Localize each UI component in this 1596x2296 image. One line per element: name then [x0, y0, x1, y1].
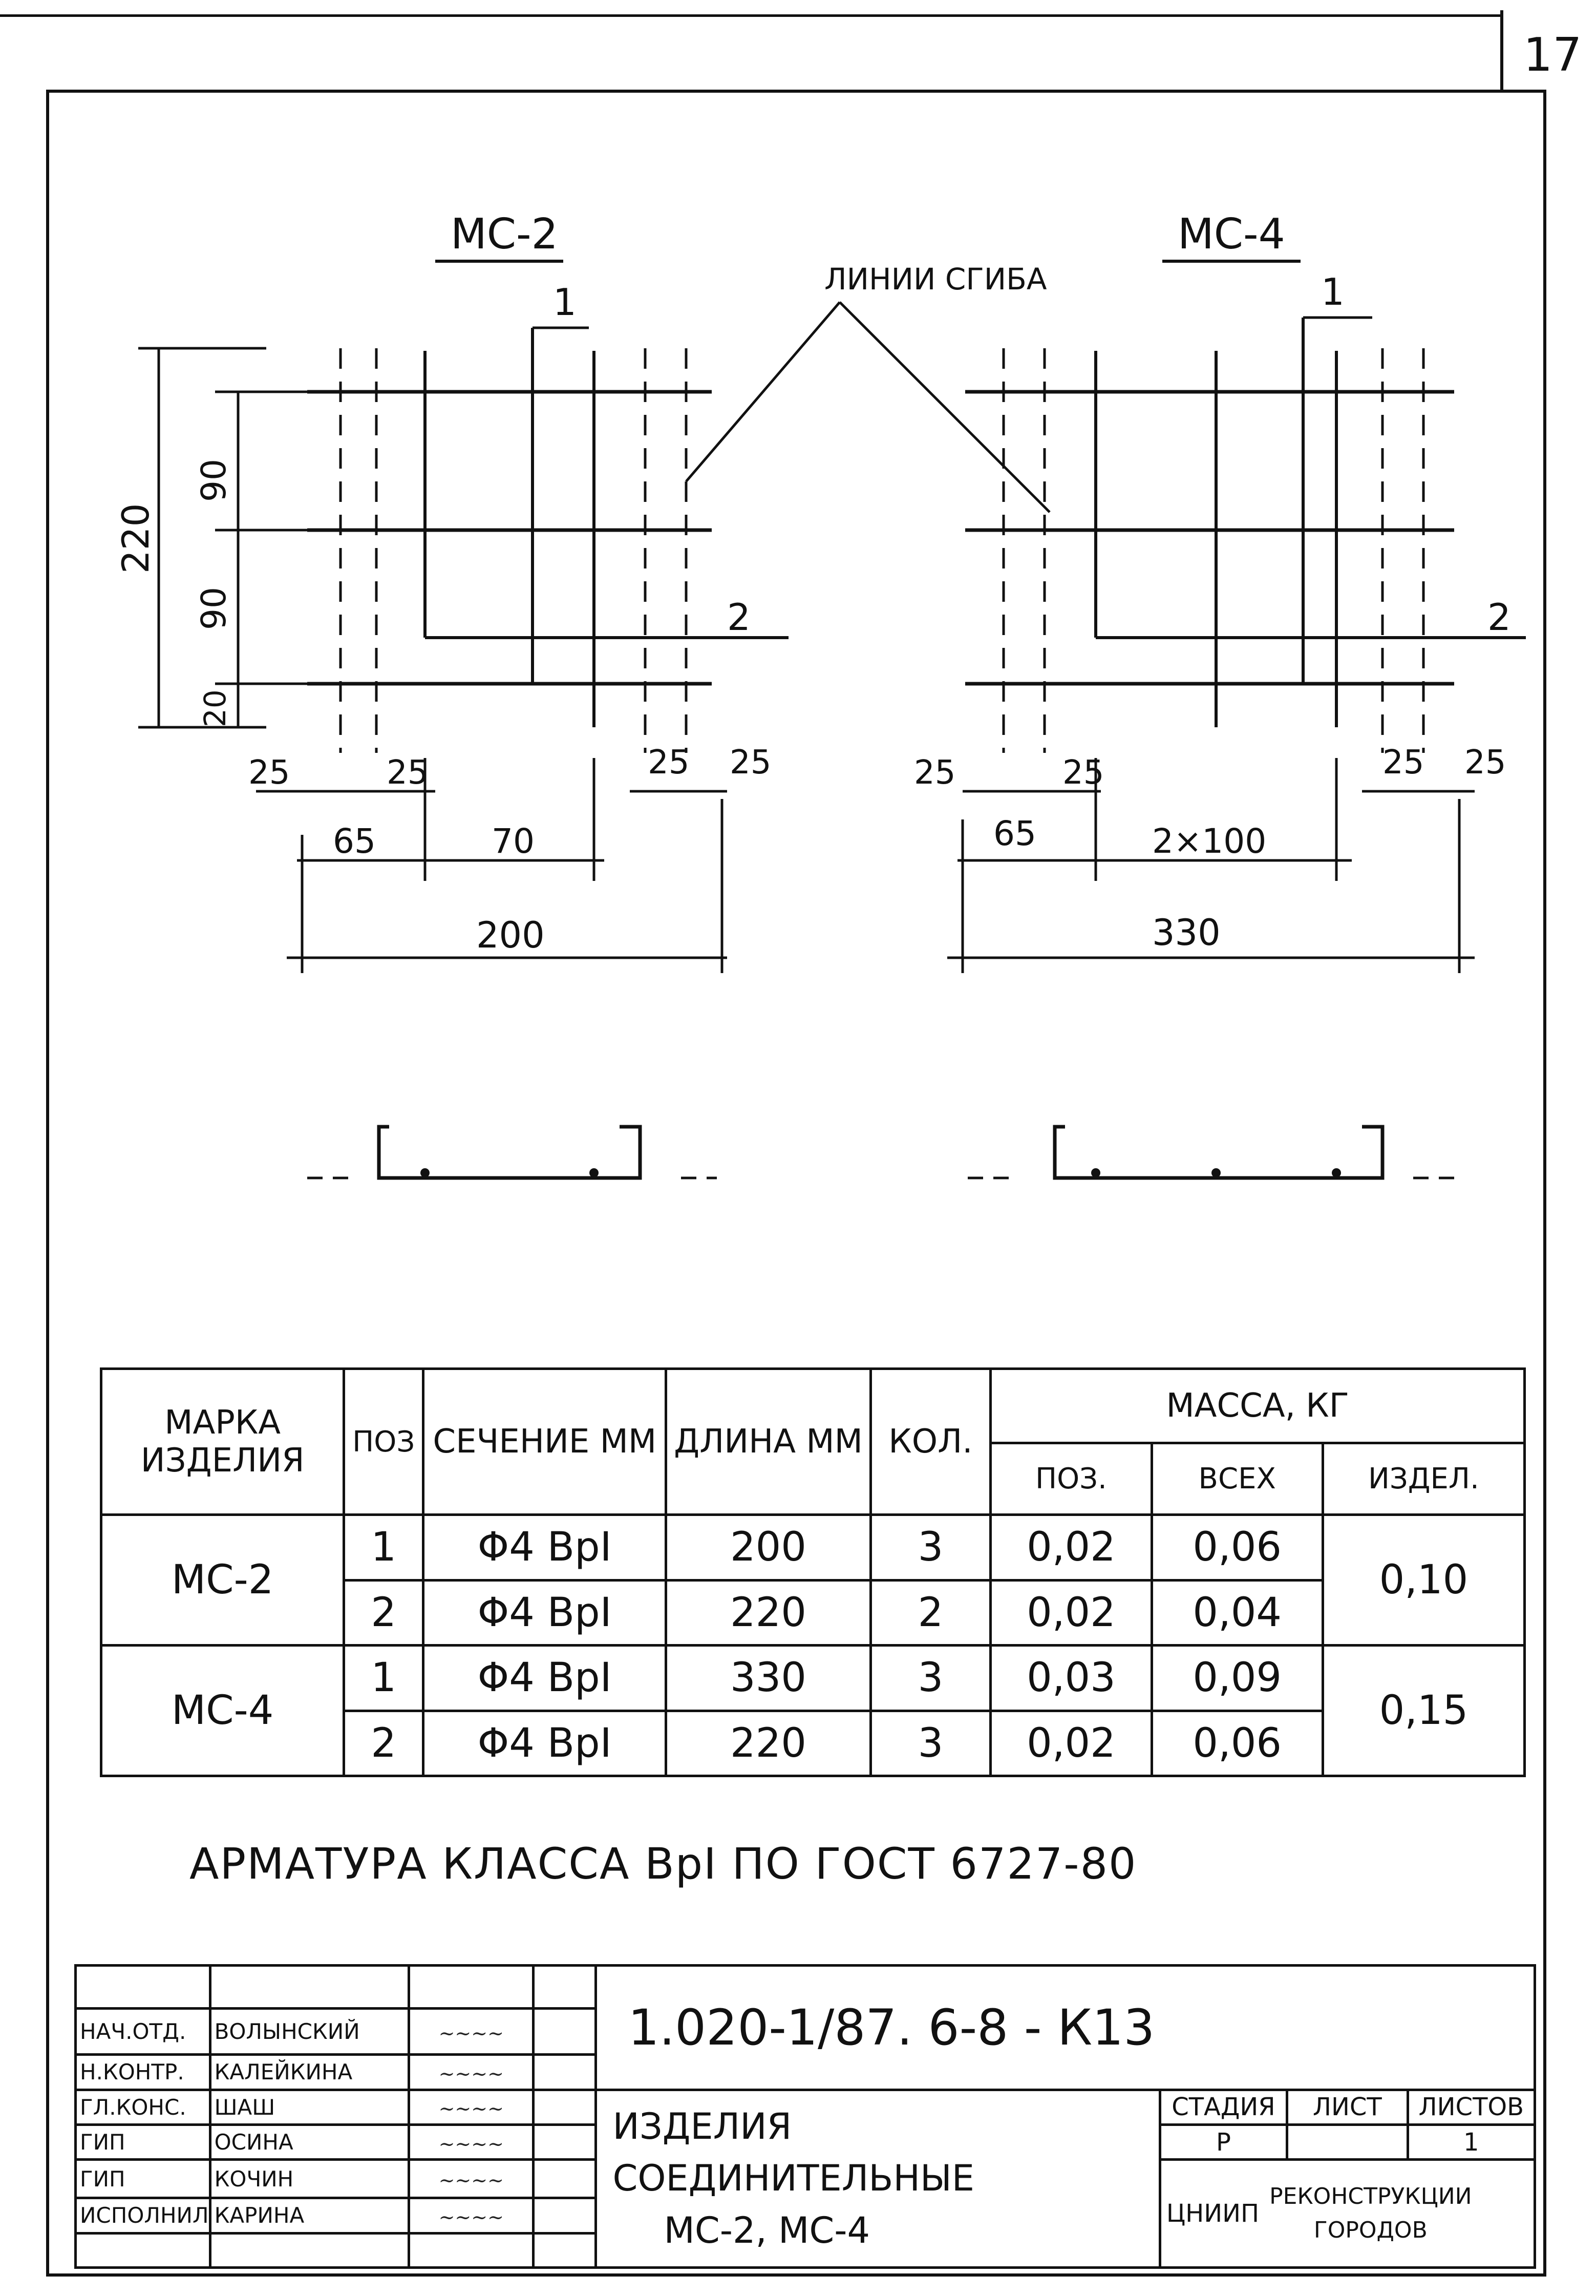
section-cell: Φ4 ВрI	[423, 1646, 666, 1711]
mass-all-cell: 0,04	[1152, 1580, 1323, 1646]
stage-value: Р	[1160, 2124, 1287, 2159]
mc2-pos2-label: 2	[727, 596, 751, 639]
staff-role: ГЛ.КОНС.	[76, 2090, 210, 2124]
header-qty: КОЛ.	[870, 1369, 991, 1515]
staff-role: НАЧ.ОТД.	[76, 2009, 210, 2055]
header-mark: МАРКА ИЗДЕЛИЯ	[101, 1369, 344, 1515]
header-pos: ПОЗ	[344, 1369, 423, 1515]
section-cell: Φ4 ВрI	[423, 1515, 666, 1581]
header-section: СЕЧЕНИЕ ММ	[423, 1369, 666, 1515]
item-mass-cell: 0,15	[1323, 1646, 1524, 1776]
mc2-dim-25-a: 25	[248, 754, 290, 792]
mc2-dim-vert-20: 20	[198, 689, 232, 727]
org-line1: РЕКОНСТРУКЦИИ	[1269, 2183, 1472, 2210]
pos-cell: 2	[344, 1580, 423, 1646]
signature	[409, 2055, 534, 2090]
mass-all-cell: 0,06	[1152, 1515, 1323, 1581]
mc2-dim-25-b: 25	[387, 754, 429, 792]
header-mass: МАССА, КГ	[991, 1369, 1525, 1443]
mc2-dim-25-c: 25	[648, 744, 690, 782]
document-name	[596, 2090, 1160, 2268]
qty-cell: 3	[870, 1646, 991, 1711]
staff-name: ВОЛЫНСКИЙ	[210, 2009, 409, 2055]
mass-all-cell: 0,06	[1152, 1711, 1323, 1776]
stage-header: СТАДИЯ	[1160, 2090, 1287, 2124]
signature	[409, 2198, 534, 2233]
mc4-dim-65: 65	[993, 814, 1036, 853]
document-name-line1: ИЗДЕЛИЯ СОЕДИНИТЕЛЬНЫЕ	[612, 2105, 974, 2199]
mc4-pos1-label: 1	[1321, 270, 1345, 313]
mass-pos-cell: 0,02	[991, 1515, 1152, 1581]
qty-cell: 2	[870, 1580, 991, 1646]
length-cell: 220	[666, 1711, 870, 1776]
mc4-dim-total: 330	[1152, 912, 1221, 954]
staff-role: ГИП	[76, 2160, 210, 2198]
section-bar-dots	[420, 1168, 1341, 1177]
pos-cell: 1	[344, 1515, 423, 1581]
title-block	[74, 1964, 1536, 2269]
pos-cell: 2	[344, 1711, 423, 1776]
length-cell: 200	[666, 1515, 870, 1581]
mc2-title: МС-2	[451, 210, 558, 259]
signature-mark: ~~~~	[438, 2132, 504, 2155]
org-line2: ГОРОДОВ	[1313, 2217, 1428, 2244]
mc2-bend-lines	[341, 348, 686, 753]
spec-table	[100, 1367, 1526, 1777]
mass-pos-cell: 0,02	[991, 1711, 1152, 1776]
header-mass-item: ИЗДЕЛ.	[1323, 1443, 1524, 1515]
mc2-section-profile	[379, 1127, 640, 1178]
mc4-pos2-label: 2	[1487, 596, 1511, 639]
header-mass-all: ВСЕХ	[1152, 1443, 1323, 1515]
sheet-header: ЛИСТ	[1287, 2090, 1408, 2124]
pos-cell: 1	[344, 1646, 423, 1711]
mc2-dim-70: 70	[492, 821, 535, 861]
section-cell: Φ4 ВрI	[423, 1711, 666, 1776]
mc2-dim-vert-90-top: 90	[194, 459, 233, 502]
staff-name: КАЛЕЙКИНА	[210, 2055, 409, 2090]
org-full	[1259, 2180, 1472, 2247]
mc4-dim-25-b: 25	[1062, 754, 1104, 792]
staff-name: КОЧИН	[210, 2160, 409, 2198]
staff-name: КАРИНА	[210, 2198, 409, 2233]
item-mass-cell: 0,10	[1323, 1515, 1524, 1646]
qty-cell: 3	[870, 1711, 991, 1776]
mc2-dim-vert-90-bottom: 90	[194, 587, 233, 630]
document-name-line2: МС-2, МС-4	[664, 2209, 870, 2251]
signature-mark: ~~~~	[438, 2205, 504, 2228]
mass-all-cell: 0,09	[1152, 1646, 1323, 1711]
org-abbr: ЦНИИП	[1166, 2199, 1260, 2228]
signature-mark: ~~~~	[438, 2062, 504, 2085]
staff-role: Н.КОНТР.	[76, 2055, 210, 2090]
reinforcement-note: АРМАТУРА КЛАССА ВрI ПО ГОСТ 6727-80	[189, 1839, 1137, 1889]
organization-inner	[1166, 2180, 1472, 2247]
bend-lines-label: ЛИНИИ СГИБА	[824, 262, 1047, 297]
mass-pos-cell: 0,03	[991, 1646, 1152, 1711]
mc4-dim-2x100: 2×100	[1152, 821, 1267, 861]
sheets-value: 1	[1408, 2124, 1535, 2159]
mark-cell: МС-2	[101, 1515, 344, 1646]
mc2-dim-25-d: 25	[730, 744, 772, 782]
mass-pos-cell: 0,02	[991, 1580, 1152, 1646]
mc4-dim-25-c: 25	[1382, 744, 1424, 782]
section-cell: Φ4 ВрI	[423, 1580, 666, 1646]
header-mass-pos: ПОЗ.	[991, 1443, 1152, 1515]
mc2-dim-65: 65	[333, 821, 376, 861]
staff-name: ОСИНА	[210, 2124, 409, 2159]
mc4-bend-lines	[1004, 348, 1423, 753]
length-cell: 330	[666, 1646, 870, 1711]
mc2-dim-total: 200	[476, 914, 545, 956]
signature-mark: ~~~~	[438, 2097, 504, 2120]
qty-cell: 3	[870, 1515, 991, 1581]
mc2-pos1-label: 1	[553, 281, 577, 324]
mc4-title: МС-4	[1178, 210, 1285, 259]
signature-mark: ~~~~	[438, 2169, 504, 2192]
sheet-value	[1287, 2124, 1408, 2159]
table-row	[101, 1646, 1525, 1711]
sheets-header: ЛИСТОВ	[1408, 2090, 1535, 2124]
table-row	[101, 1515, 1525, 1581]
mc2-dim-vert-220: 220	[114, 503, 157, 574]
signature	[409, 2090, 534, 2124]
header-length: ДЛИНА ММ	[666, 1369, 870, 1515]
bend-leader-right	[840, 302, 1050, 512]
staff-role: ИСПОЛНИЛ	[76, 2198, 210, 2233]
mark-cell: МС-4	[101, 1646, 344, 1776]
document-code: 1.020-1/87. 6-8 - К13	[596, 1966, 1535, 2090]
length-cell: 220	[666, 1580, 870, 1646]
signature	[409, 2160, 534, 2198]
organization	[1160, 2160, 1535, 2268]
page-number: 17	[1523, 28, 1582, 82]
mc4-dim-25-a: 25	[914, 754, 956, 792]
mc4-dim-25-d: 25	[1464, 744, 1506, 782]
signature-mark: ~~~~	[438, 2021, 504, 2045]
signature	[409, 2124, 534, 2159]
staff-role: ГИП	[76, 2124, 210, 2159]
staff-name: ШАШ	[210, 2090, 409, 2124]
signature	[409, 2009, 534, 2055]
